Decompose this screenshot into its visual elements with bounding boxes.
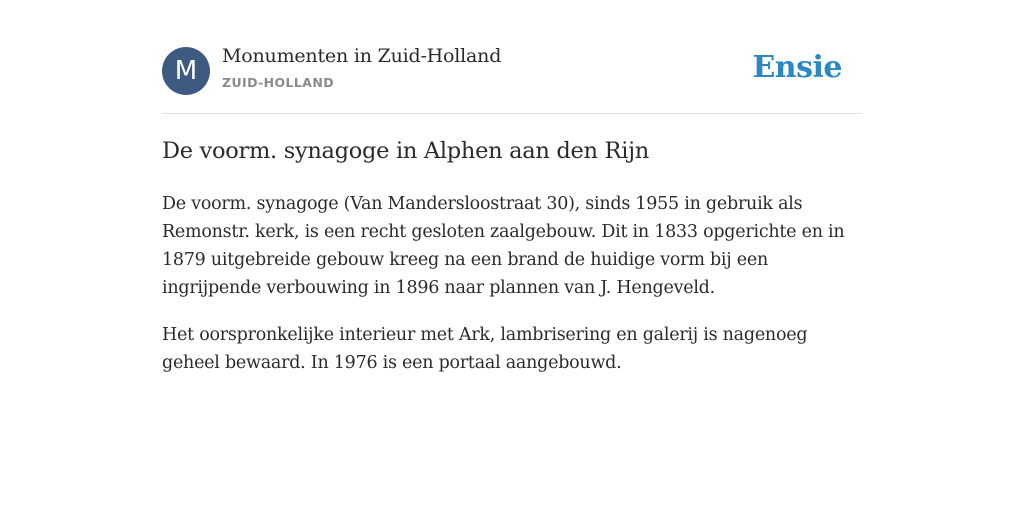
entry-title: De voorm. synagoge in Alphen aan den Rijn	[162, 138, 649, 164]
source-region-label: ZUID-HOLLAND	[222, 75, 334, 90]
entry-header	[162, 0, 862, 114]
source-name-link[interactable]: Monumenten in Zuid-Holland	[222, 45, 502, 67]
entry-card	[162, 0, 862, 373]
entry-paragraph: Het oorspronkelijke interieur met Ark, lambrisering en galerij is nagenoeg geheel bewaard. In 1976 is een portaal aangebouwd.	[162, 325, 808, 373]
source-avatar[interactable]: M	[162, 47, 210, 95]
entry-body	[162, 190, 862, 396]
ensie-logo-link[interactable]: Ensie	[752, 50, 842, 85]
entry-paragraph: De voorm. synagoge (Van Mandersloostraat 30), sinds 1955 in gebruik als Remonstr. kerk, is een recht gesloten zaalgebouw. Dit in 1833 opgerichte en in 1879 uitgebreide gebouw kreeg na een brand de huidige vorm bij een ingrijpende verbouwing in 1896 naar plannen van J. Hengeveld.	[162, 194, 845, 298]
